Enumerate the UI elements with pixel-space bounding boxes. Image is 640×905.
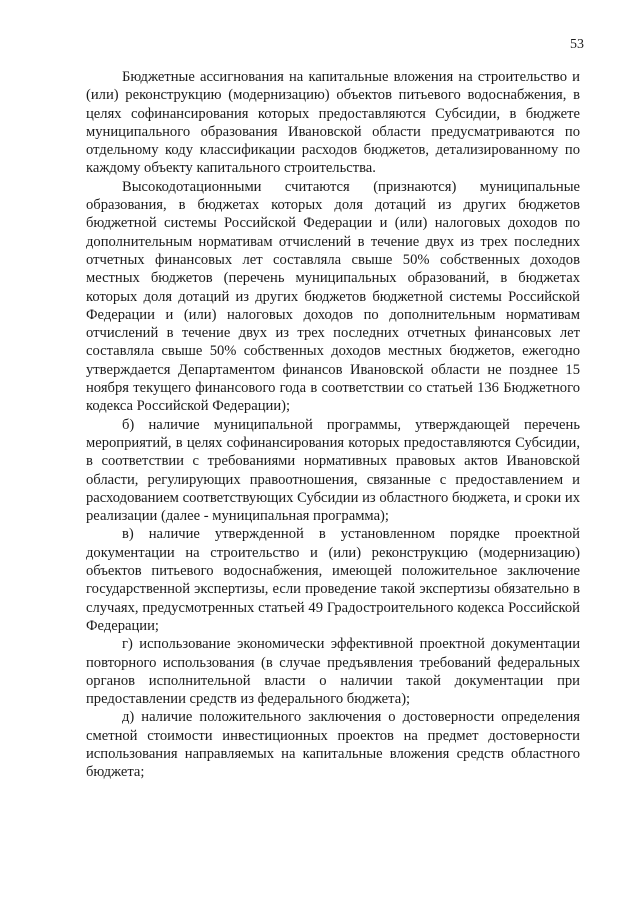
- paragraph-highly-subsidized: Высокодотационными считаются (признаются) муниципальные образования, в бюджетах которых доля дотаций из других бюджетов бюджетной системы Российской Федерации и (или) налоговых доходов по дополнительным нормативам отчислений в течение двух из трех последних отчетных финансовых лет составляла свыше 50% собственных доходов местных бюджетов (перечень муниципальных образований, в бюджетах которых доля дотаций из других бюджетов бюджетной системы Российской Федерации и (или) налоговых доходов по дополнительным нормативам отчислений в течение двух из трех последних отчетных финансовых лет составляла свыше 50% собственных доходов местных бюджетов, ежегодно утверждается Департаментом финансов Ивановской области не позднее 15 ноября текущего финансового года в соответствии со статьей 136 Бюджетного кодекса Российской Федерации);: [86, 178, 580, 415]
- page-number: 53: [570, 37, 584, 52]
- paragraph-item-d: д) наличие положительного заключения о достоверности определения сметной стоимости инвестиционных проектов на предмет достоверности использования направляемых на капитальные вложения средств областного бюджета;: [86, 709, 580, 781]
- paragraph-item-g: г) использование экономически эффективной проектной документации повторного использования (в случае предъявления требований федеральных органов исполнительной власти о наличии такой документации при предоставлении средств из федерального бюджета);: [86, 636, 580, 708]
- document-body: [86, 68, 580, 782]
- paragraph-budget-allocations: Бюджетные ассигнования на капитальные вложения на строительство и (или) реконструкцию (модернизацию) объектов питьевого водоснабжения, в целях софинансирования которых предоставляются Субсидии, в бюджете муниципального образования Ивановской области предусматриваются по отдельному коду классификации расходов бюджетов, детализированному по каждому объекту капитального строительства.: [86, 69, 580, 177]
- paragraph-item-b: б) наличие муниципальной программы, утверждающей перечень мероприятий, в целях софинансирования которых предоставляются Субсидии, в соответствии с требованиями нормативных правовых актов Ивановской области, регулирующих правоотношения, связанные с предоставлением и расходованием соответствующих Субсидии из областного бюджета, и сроки их реализации (далее - муниципальная программа);: [86, 416, 580, 525]
- paragraph-item-v: в) наличие утвержденной в установленном порядке проектной документации на строительство и (или) реконструкцию (модернизацию) объектов питьевого водоснабжения, имеющей положительное заключение государственной экспертизы, если проведение такой экспертизы обязательно в случаях, предусмотренных статьей 49 Градостроительного кодекса Российской Федерации;: [86, 526, 580, 634]
